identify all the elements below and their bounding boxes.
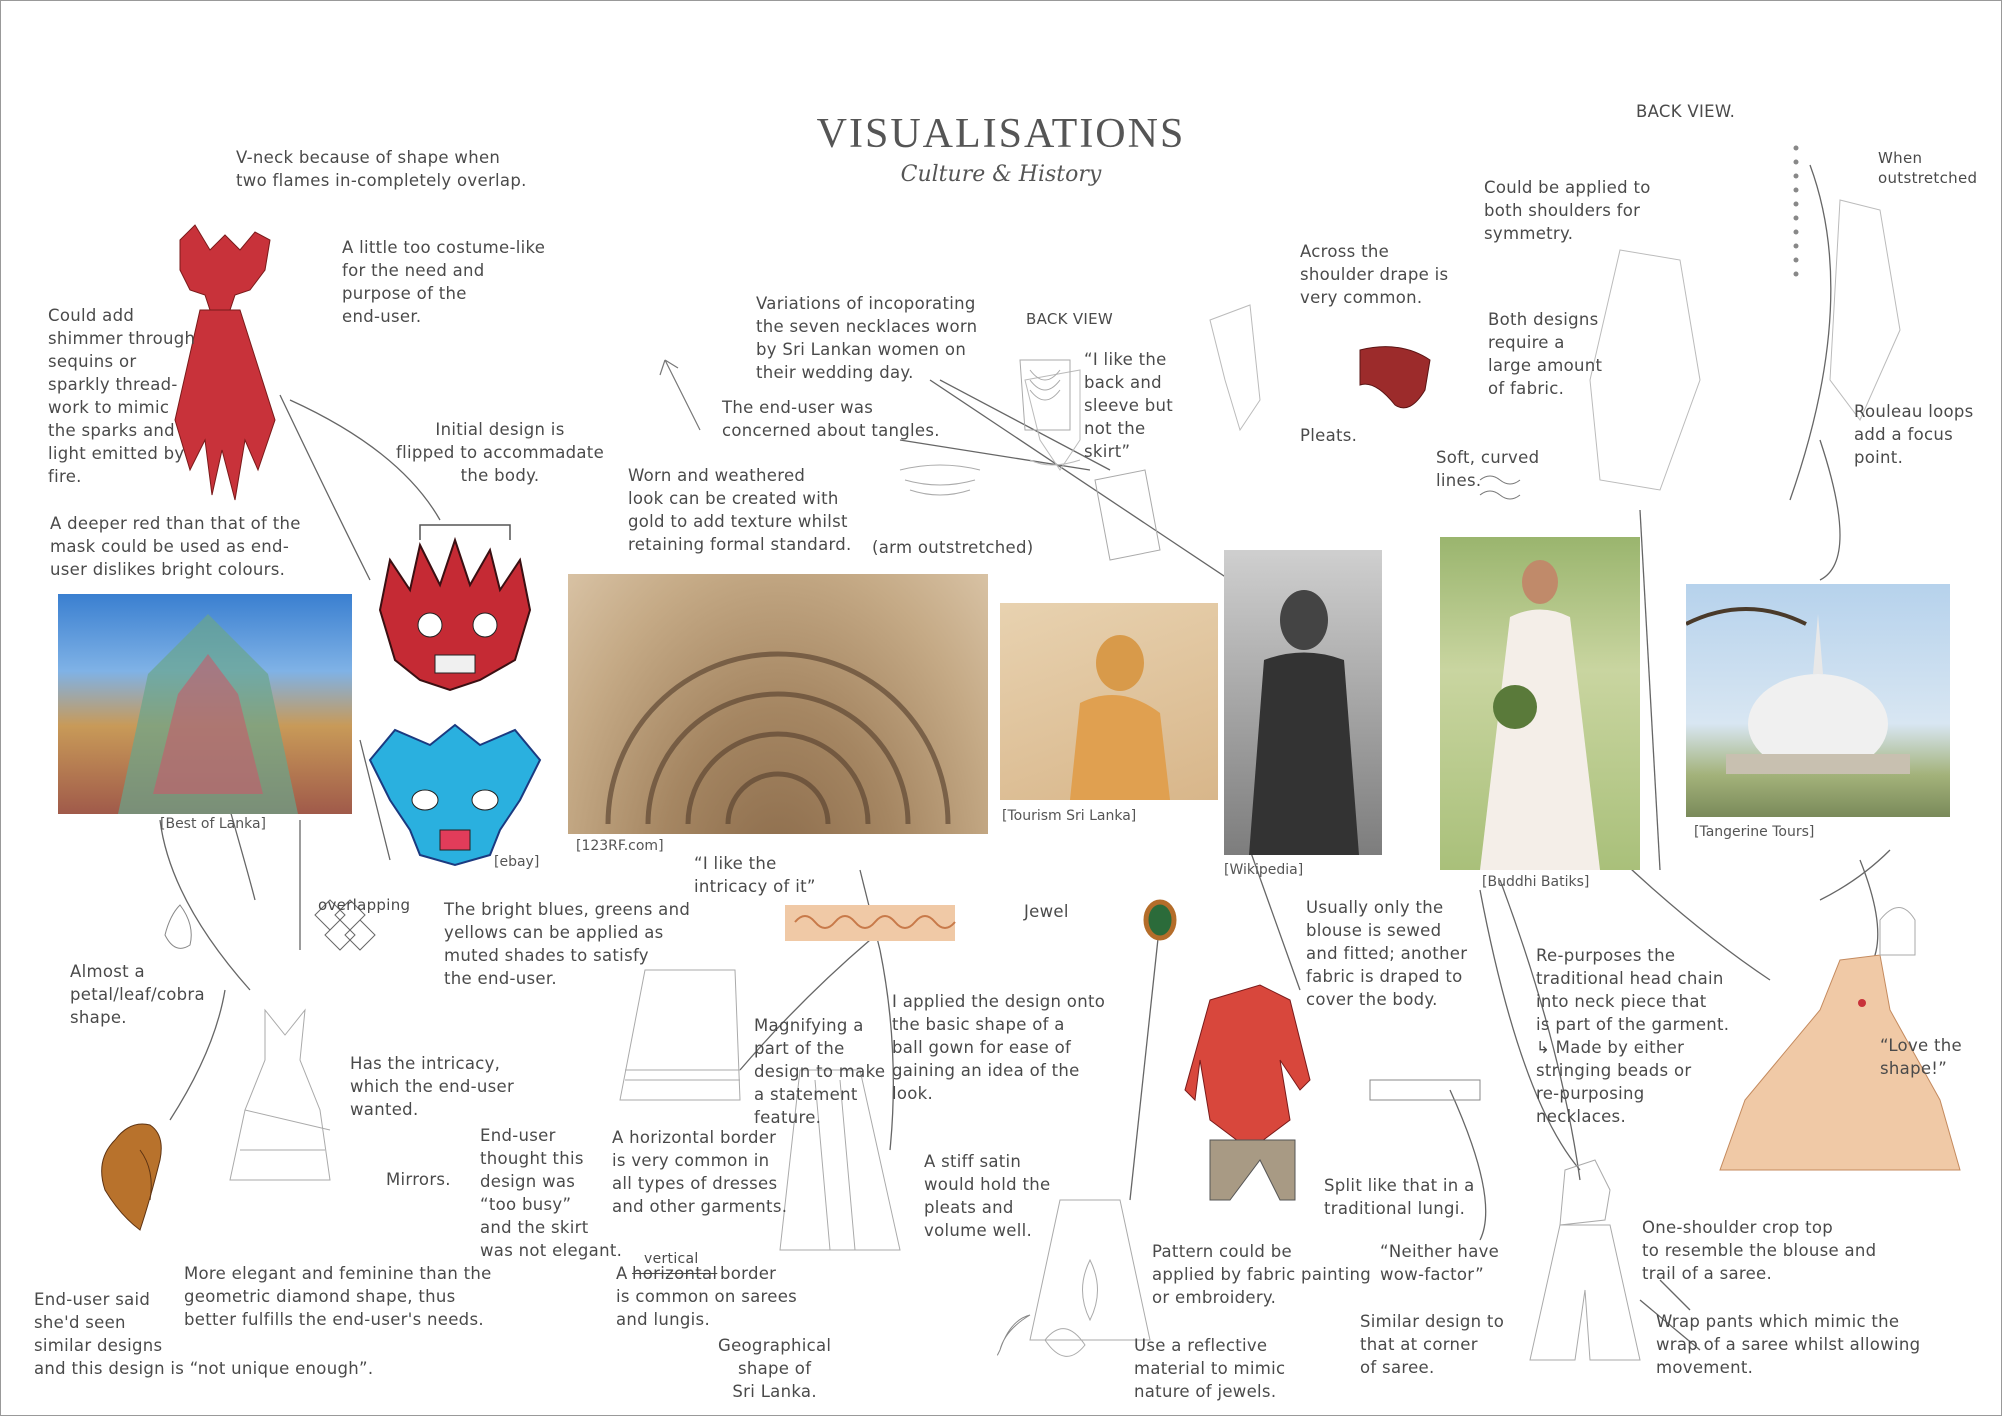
note-both-shoulders: Could be applied to both shoulders for symmetry. [1484,178,1651,243]
note-horizontal-border: A horizontal border is very common in all types of dresses and other garments. [612,1128,788,1216]
note-stiff-satin: A stiff satin would hold the pleats and volume well. [924,1152,1051,1240]
note-deeper-red: A deeper red than that of the mask could be used as end- user dislikes bright colours. [50,514,301,579]
note-shimmer: Could add shimmer through sequins or sparkly thread- work to mimic the sparks and light emitted by fire. [48,306,196,486]
page-title: VISUALISATIONS [816,111,1186,157]
note-neither-wow: “Neither have wow-factor” [1380,1242,1500,1284]
note-usually-blouse: Usually only the blouse is sewed and fitted; another fabric is draped to cover the body. [1306,898,1468,1009]
note-arm-outstretched: (arm outstretched) [872,538,1034,557]
note-similar-design: Similar design to that at corner of saree. [1360,1312,1505,1377]
note-end-user-said: End-user said she'd seen similar designs and this design is “not unique enough”. [34,1290,374,1378]
note-pleats: Pleats. [1300,426,1358,445]
note-when-outstretched: When outstretched [1878,149,1978,187]
note-vneck: V-neck because of shape when two flames in-completely overlap. [236,148,527,190]
sigiriya-fresco-photo [1000,603,1218,800]
note-mirrors: Mirrors. [386,1170,451,1189]
note-initial-design: Initial design is flipped to accommadate the body. [396,420,605,485]
note-worn-weathered: Worn and weathered look can be created with gold to add texture whilst retaining formal standard. [628,466,852,554]
note-wrap-pants: Wrap pants which mimic the wrap of a saree whilst allowing movement. [1656,1312,1921,1377]
stupa-photo [1686,584,1950,817]
page-subtitle: Culture & History [900,162,1102,187]
caption-tourism: [Tourism Sri Lanka] [1002,808,1137,824]
one-shoulder-outfit [1530,1160,1640,1360]
note-back-view-mid: BACK VIEW [1026,310,1114,328]
red-mask [380,540,530,690]
red-saree-outfit [1185,985,1310,1200]
caption-123rf: [123RF.com] [576,838,664,854]
note-overlapping: overlapping [318,896,411,914]
note-geographical: Geographical shape of Sri Lanka. [718,1336,832,1401]
historic-portrait-photo [1224,550,1382,855]
bride-saree-photo [1440,537,1640,870]
note-horizontal-struck: horizontal [632,1264,718,1283]
caption-wikipedia: [Wikipedia] [1224,862,1304,878]
note-seven-necklaces: Variations of incoporating the seven necklaces worn by Sri Lankan women on their wedding day. [756,294,978,382]
note-vertical-word: vertical [644,1251,699,1267]
note-like-back: “I like the back and sleeve but not the skirt” [1084,350,1174,461]
note-bright-blues: The bright blues, greens and yellows can be applied as muted shades to satisfy the end-user. [444,900,691,988]
white-gown-sketch [230,1010,330,1180]
note-reflective: Use a reflective material to mimic nature of jewels. [1134,1336,1286,1401]
note-rouleau: Rouleau loops add a focus point. [1854,402,1974,467]
note-both-designs: Both designs require a large amount of fabric. [1488,310,1603,398]
note-soft-curved: Soft, curved lines. [1436,448,1540,490]
note-pattern-applied: Pattern could be applied by fabric painting or embroidery. [1152,1242,1372,1307]
blue-mask [370,725,540,865]
note-jewel: Jewel [1024,902,1069,921]
note-more-elegant: More elegant and feminine than the geometric diamond shape, thus better fulfills the end-user's needs. [184,1264,492,1329]
caption-ebay: [ebay] [494,854,540,870]
note-has-intricacy: Has the intricacy, which the end-user wanted. [350,1054,515,1119]
note-magnifying: Magnifying a part of the design to make a statement feature. [754,1016,886,1127]
temple-gopuram-photo [58,594,352,814]
moonstone-photo [568,574,988,834]
caption-buddhi: [Buddhi Batiks] [1482,874,1590,890]
note-petal-leaf: Almost a petal/leaf/cobra shape. [70,962,205,1027]
caption-tangerine: [Tangerine Tours] [1694,824,1815,840]
note-made-by: ↳ Made by either stringing beads or re-purposing necklaces. [1536,1038,1692,1126]
note-across-shoulder: Across the shoulder drape is very common. [1300,242,1449,307]
note-vertical-border-rest: border is common on sarees and lungis. [616,1264,798,1329]
gold-petal-dress [102,1124,162,1230]
note-vertical-border-a: A [616,1264,628,1283]
note-applied-design: I applied the design onto the basic shape of a ball gown for ease of gaining an idea of the look. [892,992,1106,1103]
caption-best-of-lanka: [Best of Lanka] [160,816,267,832]
note-too-busy: End-user thought this design was “too busy” and the skirt was not elegant. [480,1126,623,1260]
note-like-intricacy: “I like the intricacy of it” [694,854,816,896]
note-love-shape: “Love the shape!” [1880,1036,1962,1078]
note-repurposes: Re-purposes the traditional head chain into neck piece that is part of the garment. [1536,946,1730,1034]
note-one-shoulder: One-shoulder crop top to resemble the blouse and trail of a saree. [1642,1218,1877,1283]
note-costume: A little too costume-like for the need and purpose of the end-user. [342,238,546,326]
note-tangles: The end-user was concerned about tangles. [722,398,940,440]
note-split-lungi: Split like that in a traditional lungi. [1324,1176,1475,1218]
note-back-view-top: BACK VIEW. [1636,102,1736,121]
